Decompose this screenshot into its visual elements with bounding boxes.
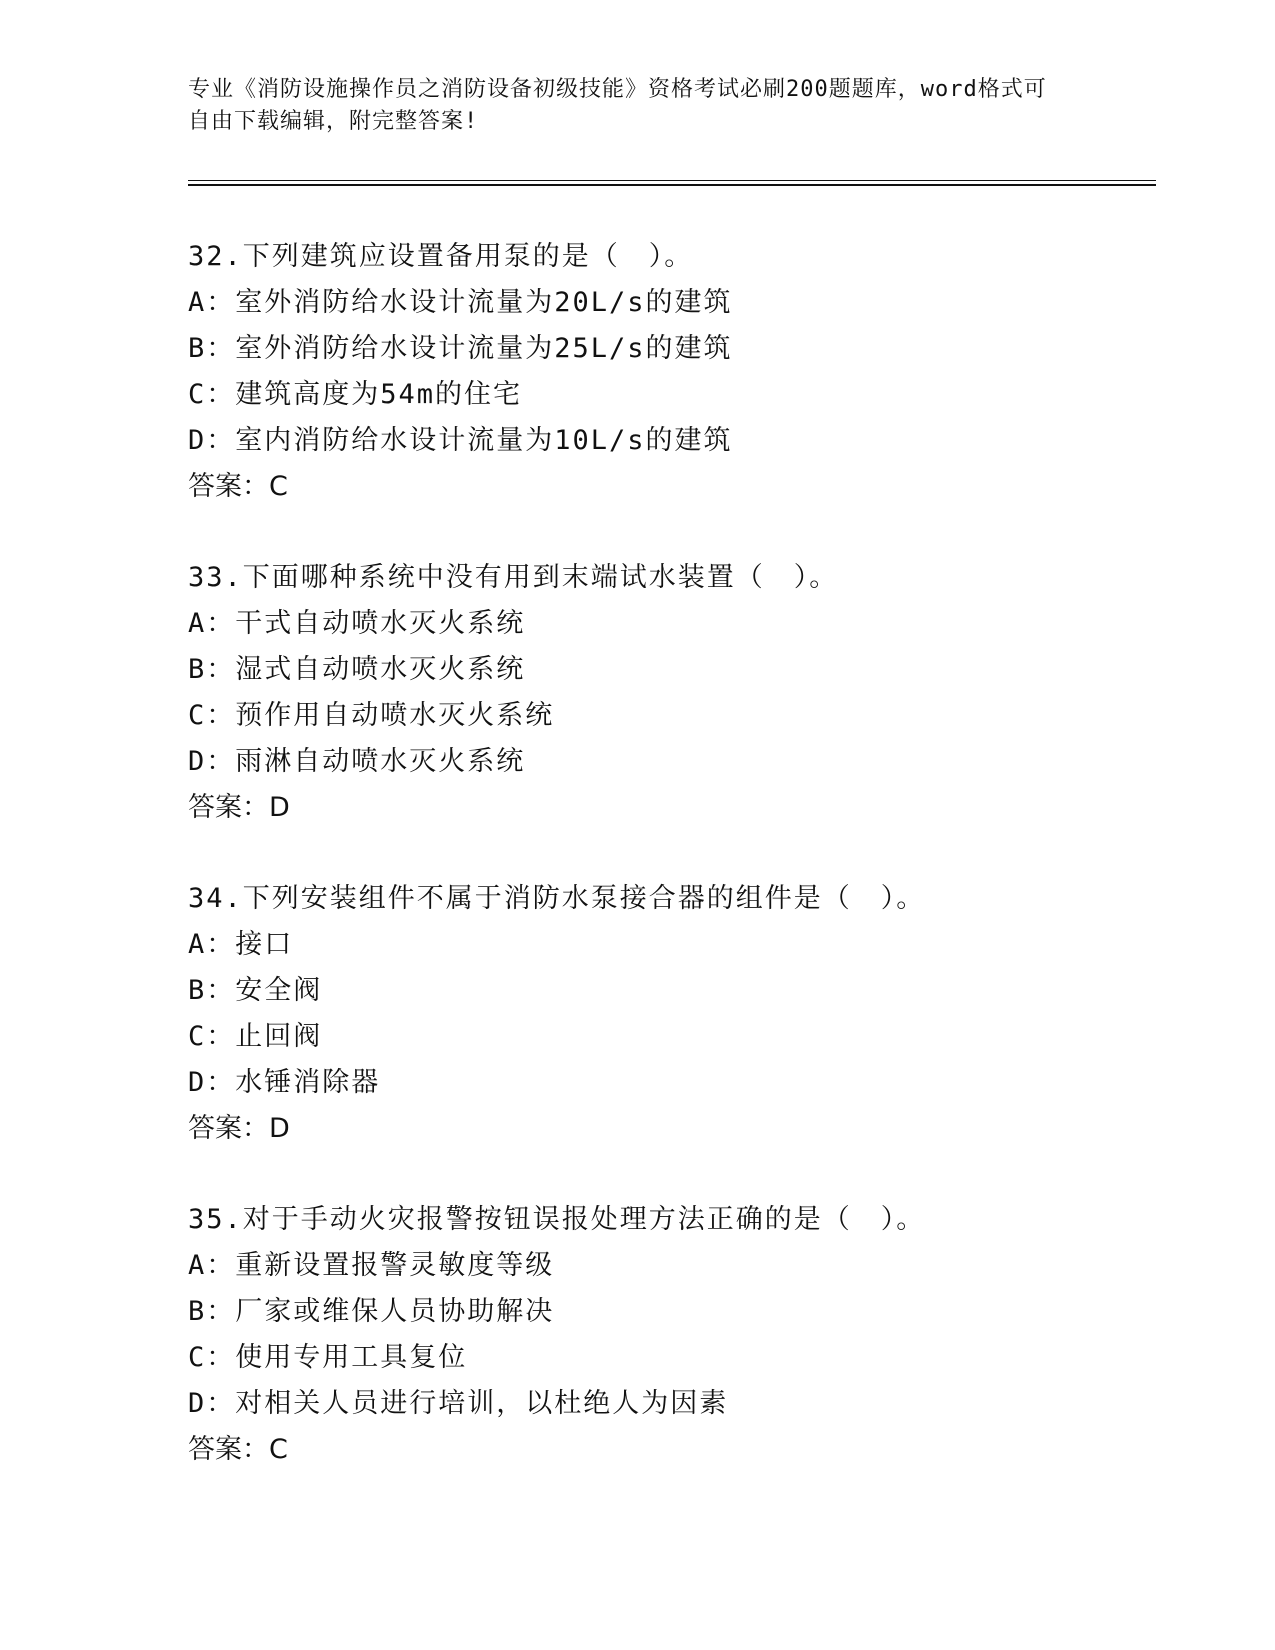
question-title: 34.下列安装组件不属于消防水泵接合器的组件是（ ）。 [188,883,926,914]
question-32 [188,234,1148,510]
question-35 [188,1197,1148,1473]
option-d: D：雨淋自动喷水灭火系统 [188,746,526,777]
question-title: 35.对于手动火灾报警按钮误报处理方法正确的是（ ）。 [188,1204,926,1235]
option-b: B：湿式自动喷水灭火系统 [188,654,526,685]
option-b: B：厂家或维保人员协助解决 [188,1296,555,1327]
option-a: A：接口 [188,929,294,960]
question-33 [188,555,1148,831]
option-c: C：使用专用工具复位 [188,1342,468,1373]
option-a: A：干式自动喷水灭火系统 [188,608,526,639]
header-divider-top [188,180,1156,181]
option-a: A：室外消防给水设计流量为20L/s的建筑 [188,287,733,318]
option-d: D：室内消防给水设计流量为10L/s的建筑 [188,425,733,456]
option-c: C：预作用自动喷水灭火系统 [188,700,555,731]
option-b: B：安全阀 [188,975,323,1006]
question-title: 33.下面哪种系统中没有用到末端试水装置（ ）。 [188,562,839,593]
document-header: 专业《消防设施操作员之消防设备初级技能》资格考试必刷200题题库，word格式可自由下载编辑，附完整答案! [188,77,1047,134]
question-title: 32.下列建筑应设置备用泵的是（ ）。 [188,241,694,272]
answer: 答案：D [188,792,290,823]
option-a: A：重新设置报警灵敏度等级 [188,1250,555,1281]
question-34 [188,876,1148,1152]
answer: 答案：D [188,1113,290,1144]
header-divider-bottom [188,184,1156,186]
answer: 答案：C [188,1434,288,1465]
answer: 答案：C [188,471,288,502]
option-d: D：对相关人员进行培训，以杜绝人为因素 [188,1388,729,1419]
option-c: C：止回阀 [188,1021,323,1052]
option-b: B：室外消防给水设计流量为25L/s的建筑 [188,333,733,364]
option-d: D：水锤消除器 [188,1067,381,1098]
option-c: C：建筑高度为54m的住宅 [188,379,523,410]
